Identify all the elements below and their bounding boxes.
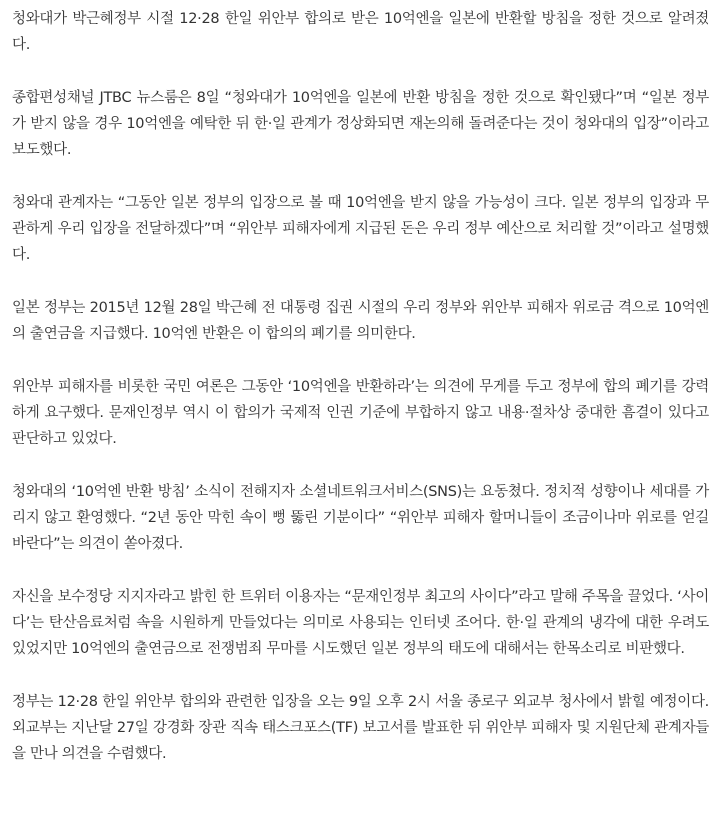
paragraph-7: 자신을 보수정당 지지자라고 밝힌 한 트위터 이용자는 “문재인정부 최고의 사이다”라고 말해 주목을 끌었다. ‘사이다’는 탄산음료처럼 속을 시원하게 만들었다는 의미로 사용되는 인터넷 조어다. 한·일 관계의 냉각에 대한 우려도 있었지만 10억엔의 출연금으로 전쟁범죄 무마를 시도했던 일본 정부의 태도에 대해서는 한목소리로 비판했다.	[12, 589, 709, 657]
paragraph-2: 종합편성채널 JTBC 뉴스룸은 8일 “청와대가 10억엔을 일본에 반환 방침을 정한 것으로 확인됐다”며 “일본 정부가 받지 않을 경우 10억엔을 예탁한 뒤 한·일 관계가 정상화되면 재논의해 돌려준다는 것이 청와대의 입장”이라고 보도했다.	[12, 90, 709, 158]
paragraph-1: 청와대가 박근혜정부 시절 12·28 한일 위안부 합의로 받은 10억엔을 일본에 반환할 방침을 정한 것으로 알려졌다.	[12, 11, 709, 53]
paragraph-3: 청와대 관계자는 “그동안 일본 정부의 입장으로 볼 때 10억엔을 받지 않을 가능성이 크다. 일본 정부의 입장과 무관하게 우리 입장을 전달하겠다”며 “위안부 피해자에게 지급된 돈은 우리 정부 예산으로 처리할 것”이라고 설명했다.	[12, 195, 709, 263]
article-body	[0, 6, 721, 767]
paragraph-5: 위안부 피해자를 비롯한 국민 여론은 그동안 ‘10억엔을 반환하라’는 의견에 무게를 두고 정부에 합의 폐기를 강력하게 요구했다. 문재인정부 역시 이 합의가 국제적 인권 기준에 부합하지 않고 내용·절차상 중대한 흠결이 있다고 판단하고 있었다.	[12, 379, 709, 447]
paragraph-8: 정부는 12·28 한일 위안부 합의와 관련한 입장을 오는 9일 오후 2시 서울 종로구 외교부 청사에서 밝힐 예정이다. 외교부는 지난달 27일 강경화 장관 직속 태스크포스(TF) 보고서를 발표한 뒤 위안부 피해자 및 지원단체 관계자들을 만나 의견을 수렴했다.	[12, 694, 709, 762]
paragraph-4: 일본 정부는 2015년 12월 28일 박근혜 전 대통령 집권 시절의 우리 정부와 위안부 피해자 위로금 격으로 10억엔의 출연금을 지급했다. 10억엔 반환은 이 합의의 폐기를 의미한다.	[12, 300, 709, 342]
paragraph-6: 청와대의 ‘10억엔 반환 방침’ 소식이 전해지자 소셜네트워크서비스(SNS)는 요동쳤다. 정치적 성향이나 세대를 가리지 않고 환영했다. “2년 동안 막힌 속이 뻥 뚫린 기분이다” “위안부 피해자 할머니들이 조금이나마 위로를 얻길 바란다”는 의견이 쏟아졌다.	[12, 484, 709, 552]
